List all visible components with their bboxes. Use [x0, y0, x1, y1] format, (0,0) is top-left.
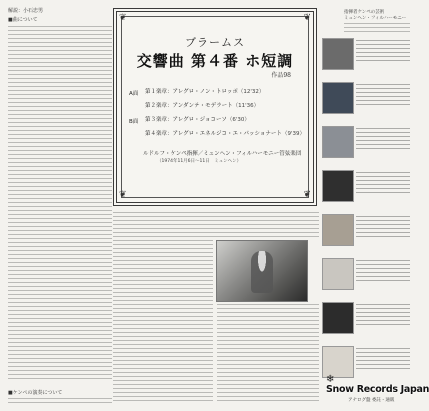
album-description: [356, 84, 410, 108]
recording-info: （1974年11月6日〜11日 ミュンヘン）: [157, 159, 242, 164]
work-title: 交響曲 第４番 ホ短調: [136, 52, 294, 70]
mid-body-text-right: [217, 304, 319, 404]
corner-ornament-icon: ❦: [303, 190, 311, 200]
mid-body-text-left: [113, 240, 213, 404]
section-heading-kempe: ■ケンペの演奏について: [8, 390, 63, 396]
album-description: [356, 172, 410, 196]
movement-4: 第４楽章：アレグロ・エネルジコ・エ・パッショナート（9'39）: [145, 131, 305, 137]
movement-1: 第１楽章：アレグロ・ノン・トロッポ（12'32）: [145, 89, 265, 95]
side-a-label: A面: [129, 91, 139, 97]
performer-credit: ルドルフ・ケンペ指揮／ミュンヘン・フィルハーモニー管弦楽団: [143, 151, 302, 157]
left-body-text-tail: [8, 398, 112, 406]
conductor-figure: [251, 251, 273, 293]
catalog-intro-text: [344, 23, 410, 33]
corner-ornament-icon: ❦: [119, 190, 127, 200]
album-description: [356, 40, 410, 64]
corner-ornament-icon: ❦: [119, 13, 127, 23]
mid-body-text-top: [113, 212, 319, 238]
conductor-photo: [216, 240, 308, 302]
snowflake-icon: ❄: [326, 374, 335, 385]
store-watermark: [326, 370, 429, 406]
notes-author: 解説：小石忠男: [8, 8, 44, 14]
album-cover-thumbnail: [322, 302, 354, 334]
watermark-text: Snow Records Japan: [326, 384, 429, 395]
composer-name: ブラームス: [185, 36, 245, 49]
movement-3: 第３楽章：アレグロ・ジョコーソ（6'30）: [145, 117, 250, 123]
album-description: [356, 216, 410, 240]
watermark-subtext: アナログ盤 委託・通販: [348, 398, 395, 403]
movement-2: 第２楽章：アンダンテ・モデラート（11'36）: [145, 103, 260, 109]
side-b-label: B面: [129, 119, 139, 125]
section-heading-about-work: ■曲について: [8, 17, 38, 23]
album-description: [356, 304, 410, 328]
album-cover-thumbnail: [322, 214, 354, 246]
album-cover-thumbnail: [322, 38, 354, 70]
left-body-text: [8, 26, 112, 382]
opus-number: 作品98: [271, 72, 291, 79]
album-cover-thumbnail: [322, 126, 354, 158]
title-frame: [113, 8, 317, 206]
catalog-column: [322, 6, 412, 406]
album-cover-thumbnail: [322, 258, 354, 290]
album-description: [356, 260, 410, 284]
album-cover-thumbnail: [322, 82, 354, 114]
catalog-heading: 指揮者ケンペの芸術 ミュンヘン・フィルハーモニー: [344, 10, 407, 21]
album-description: [356, 128, 410, 152]
album-description: [356, 348, 410, 372]
left-column: [8, 8, 112, 404]
album-cover-thumbnail: [322, 170, 354, 202]
corner-ornament-icon: ❦: [303, 13, 311, 23]
